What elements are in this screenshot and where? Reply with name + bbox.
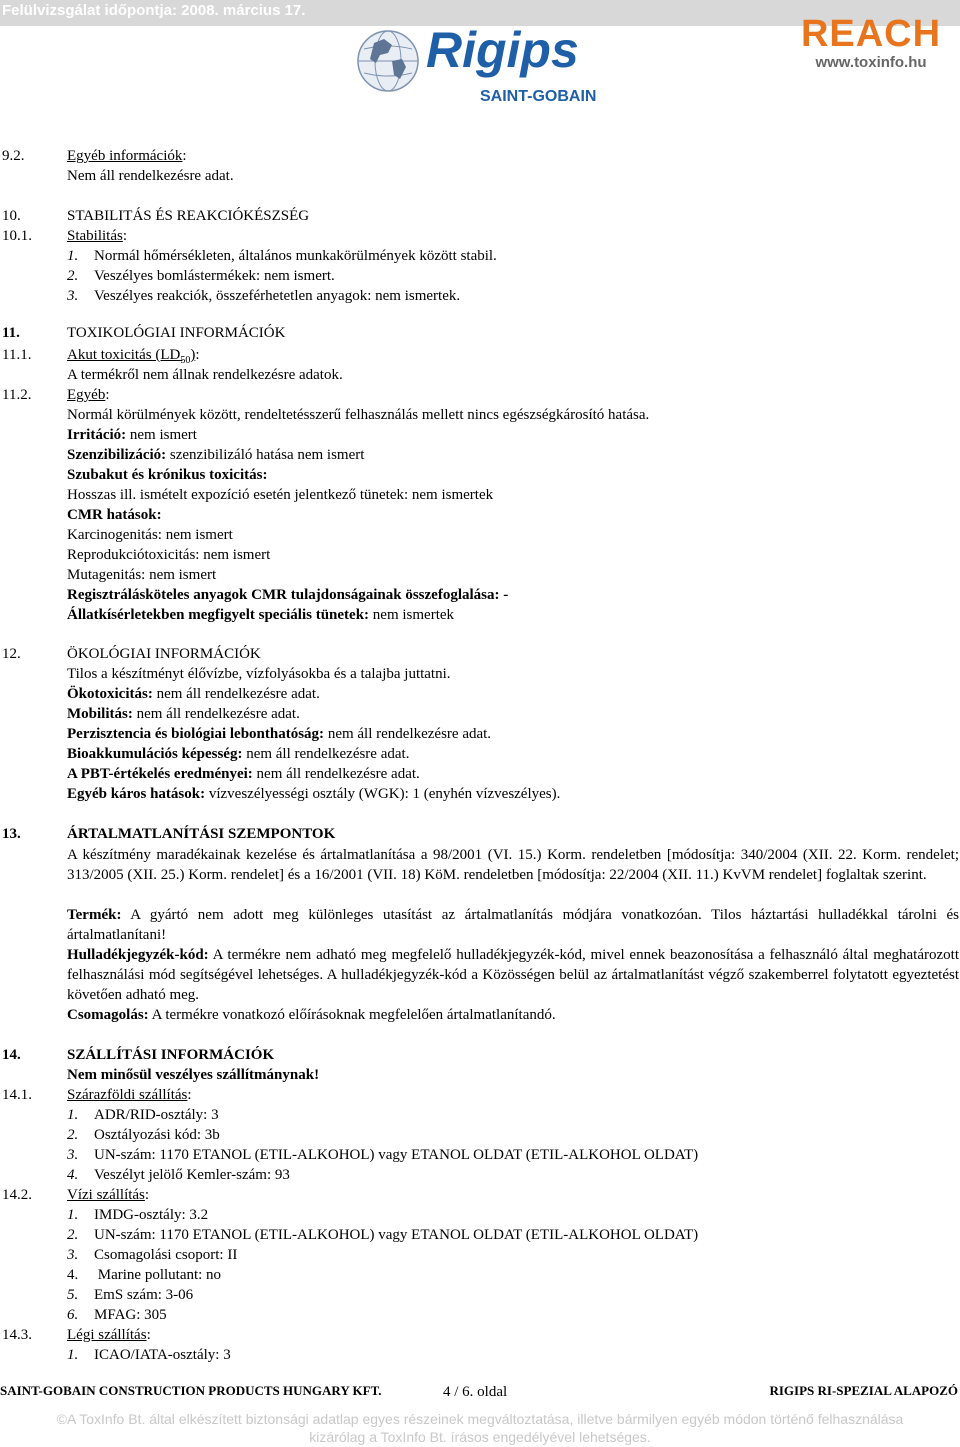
s11-1-colon: : xyxy=(195,347,200,363)
s13-waste-code-text: A termékre nem adható meg megfelelő hulladékjegyzék-kód, mivel ennek beazonosítása a felhasználó által meghatározott felhasználási mód segítségével lehetséges. A hulladékjegyzék-kód a Közösségen belül az ártalmatlanítást végző szakemberrel folytatott egyeztetést követően adható meg. xyxy=(67,947,959,1003)
list-text: Normál hőmérsékleten, általános munkakörülmények között stabil. xyxy=(94,248,497,264)
animal-tests-value: nem ismertek xyxy=(369,607,455,623)
list-text: Veszélyt jelölő Kemler-szám: 93 xyxy=(94,1167,290,1183)
eco-value: nem áll rendelkezésre adat. xyxy=(152,686,320,702)
s12-title: ÖKOLÓGIAI INFORMÁCIÓK xyxy=(67,646,261,662)
list-text: EmS szám: 3-06 xyxy=(94,1287,194,1303)
revision-date: Felülvizsgálat időpontja: 2008. március 17. xyxy=(2,2,306,19)
s13-packaging xyxy=(67,1005,556,1025)
footer-page-number: 4 / 6. oldal xyxy=(443,1384,508,1400)
animal-tests-label: Állatkísérletekben megfigyelt speciális tünetek: xyxy=(67,607,370,623)
s14-2-number: 14.2. xyxy=(2,1187,32,1203)
list-item xyxy=(67,266,335,286)
s14-3-colon: : xyxy=(146,1327,151,1343)
s14-1-colon: : xyxy=(187,1087,192,1103)
irritation-label: Irritáció: xyxy=(67,427,127,443)
rigips-logo xyxy=(354,15,622,110)
s9-colon: : xyxy=(182,148,187,164)
list-item xyxy=(67,1285,193,1305)
list-item xyxy=(67,1225,698,1245)
eco-row xyxy=(67,764,420,784)
list-text: ADR/RID-osztály: 3 xyxy=(94,1107,219,1123)
list-text: UN-szám: 1170 ETANOL (ETIL-ALKOHOL) vagy ETANOL OLDAT (ETIL-ALKOHOL OLDAT) xyxy=(94,1227,699,1243)
list-text: Veszélyes bomlástermékek: nem ismert. xyxy=(94,268,335,284)
sensitization-row xyxy=(67,445,364,465)
copyright-line-2: kizárólag a ToxInfo Bt. írásos engedélyével lehetséges. xyxy=(309,1429,651,1445)
list-marker: 2. xyxy=(67,1227,79,1243)
s14-2-heading xyxy=(67,1185,149,1205)
s14-1-heading xyxy=(67,1085,192,1105)
s14-3-number: 14.3. xyxy=(2,1327,32,1343)
reach-url: www.toxinfo.hu xyxy=(815,54,927,71)
eco-label: A PBT-értékelés eredményei: xyxy=(67,766,253,782)
list-item xyxy=(67,1265,221,1285)
eco-row xyxy=(67,784,560,804)
s11-2-text: Normál körülmények között, rendeltetésszerű felhasználás mellett nincs egészségkárosító hatása. xyxy=(67,407,650,423)
s11-1-label-close: ) xyxy=(190,347,196,363)
list-item xyxy=(67,246,497,266)
s11-2-heading xyxy=(67,385,110,405)
s10-1-heading xyxy=(67,226,127,246)
list-marker: 3. xyxy=(67,288,79,304)
eco-label: Ökotoxicitás: xyxy=(67,686,153,702)
list-marker: 6. xyxy=(67,1307,79,1323)
s10-1-number: 10.1. xyxy=(2,228,32,244)
s14-number: 14. xyxy=(2,1047,21,1063)
s13-regulation: A készítmény maradékainak kezelése és ártalmatlanítása a 98/2001 (VI. 15.) Korm. rendeletben [módosítja: 340/2004 (XII. 22. Korm. rendelet; 313/2005 (XII. 25.) Korm. rendelet] és a 16/2001 (VII. 18) KöM. rendeletben [módosítja: 22/2004 (XII. 11.) KvVM rendelet] foglaltak szerint. xyxy=(67,847,959,883)
s14-1-label: Szárazföldi szállítás xyxy=(67,1087,188,1103)
sensitization-value: szenzibilizáló hatása nem ismert xyxy=(166,447,365,463)
s14-title: SZÁLLÍTÁSI INFORMÁCIÓK xyxy=(67,1047,275,1063)
list-marker: 1. xyxy=(67,1107,79,1123)
list-item xyxy=(67,1345,231,1365)
globe-icon xyxy=(358,31,418,91)
list-item xyxy=(67,1125,220,1145)
list-marker: 2. xyxy=(67,1127,79,1143)
s14-3-label: Légi szállítás xyxy=(67,1327,147,1343)
list-item xyxy=(67,1105,219,1125)
list-item xyxy=(67,286,460,306)
list-marker: 1. xyxy=(67,1207,79,1223)
eco-value: nem áll rendelkezésre adat. xyxy=(324,726,492,742)
eco-row xyxy=(67,744,409,764)
list-item xyxy=(67,1245,237,1265)
list-text: Csomagolási csoport: II xyxy=(94,1247,238,1263)
footer-product: RIGIPS RI-SPEZIAL ALAPOZÓ xyxy=(769,1383,958,1398)
s14-2-label: Vízi szállítás xyxy=(67,1187,145,1203)
s9-text: Nem áll rendelkezésre adat. xyxy=(67,168,234,184)
s13-packaging-text: A termékre vonatkozó előírásoknak megfelelően ártalmatlanítandó. xyxy=(148,1007,556,1023)
s11-1-number: 11.1. xyxy=(2,347,32,363)
list-marker: 3. xyxy=(67,1247,79,1263)
list-item xyxy=(67,1305,167,1325)
rigips-subtitle: SAINT-GOBAIN xyxy=(480,88,597,105)
list-marker: 4. xyxy=(67,1167,79,1183)
s13-waste-code xyxy=(67,945,959,1005)
s12-prohibition: Tilos a készítményt élővízbe, vízfolyásokba és a talajba juttatni. xyxy=(67,666,451,682)
s13-product xyxy=(67,905,959,945)
cmr-summary: Regisztrálásköteles anyagok CMR tulajdonságainak összefoglalása: - xyxy=(67,587,509,603)
prolonged-exposure: Hosszas ill. ismételt expozíció esetén jelentkező tünetek: nem ismertek xyxy=(67,487,494,503)
footer-company: SAINT-GOBAIN CONSTRUCTION PRODUCTS HUNGARY KFT. xyxy=(0,1383,382,1398)
s11-1-label-text: Akut toxicitás (LD xyxy=(67,347,181,363)
subacute-heading: Szubakut és krónikus toxicitás: xyxy=(67,467,268,483)
list-marker: 2. xyxy=(67,268,79,284)
eco-value: nem áll rendelkezésre adat. xyxy=(132,706,300,722)
list-text: Veszélyes reakciók, összeférhetetlen anyagok: nem ismertek. xyxy=(94,288,461,304)
s11-number: 11. xyxy=(2,325,20,341)
s11-1-label xyxy=(67,347,196,366)
s13-number: 13. xyxy=(2,826,21,842)
irritation-row xyxy=(67,425,197,445)
list-text: Marine pollutant: no xyxy=(94,1267,222,1283)
reach-wordmark: REACH xyxy=(800,13,942,55)
list-marker: 5. xyxy=(67,1287,79,1303)
list-marker: 1. xyxy=(67,248,79,264)
s13-packaging-label: Csomagolás: xyxy=(67,1007,149,1023)
s11-2-label: Egyéb xyxy=(67,387,106,403)
cmr-heading: CMR hatások: xyxy=(67,507,162,523)
s14-2-colon: : xyxy=(144,1187,150,1203)
eco-row xyxy=(67,684,320,704)
animal-tests-row xyxy=(67,605,454,625)
s13-waste-code-label: Hulladékjegyzék-kód: xyxy=(67,947,209,963)
list-text: MFAG: 305 xyxy=(94,1307,167,1323)
s13-product-text: A gyártó nem adott meg különleges utasítást az ártalmatlanítás módjára vonatkozóan. Tilos háztartási hulladékkal tárolni és ártalmatlanítani! xyxy=(67,907,959,943)
eco-value: nem áll rendelkezésre adat. xyxy=(242,746,410,762)
copyright-line-1: ©A ToxInfo Bt. által elkészített biztonsági adatlap egyes részeinek megváltoztatása, illetve bármilyen egyéb módon történő felhasználása xyxy=(56,1411,904,1427)
eco-value: nem áll rendelkezésre adat. xyxy=(252,766,420,782)
eco-value: vízveszélyességi osztály (WGK): 1 (enyhén vízveszélyes). xyxy=(205,786,561,802)
carcinogenicity: Karcinogenitás: nem ismert xyxy=(67,527,233,543)
s14-warning: Nem minősül veszélyes szállítmánynak! xyxy=(67,1067,320,1083)
mutagenicity: Mutagenitás: nem ismert xyxy=(67,567,217,583)
rigips-brand: Rigips xyxy=(426,22,579,78)
s10-title: STABILITÁS ÉS REAKCIÓKÉSZSÉG xyxy=(67,208,310,224)
list-marker: 1. xyxy=(67,1347,79,1363)
list-text: ICAO/IATA-osztály: 3 xyxy=(94,1347,231,1363)
eco-label: Mobilitás: xyxy=(67,706,133,722)
s12-number: 12. xyxy=(2,646,21,662)
s10-number: 10. xyxy=(2,208,21,224)
sensitization-label: Szenzibilizáció: xyxy=(67,447,167,463)
s11-2-number: 11.2. xyxy=(2,387,32,403)
eco-row xyxy=(67,724,491,744)
reproductive-toxicity: Reprodukciótoxicitás: nem ismert xyxy=(67,547,271,563)
list-text: Osztályozási kód: 3b xyxy=(94,1127,220,1143)
s10-1-colon: : xyxy=(122,228,128,244)
s10-1-label: Stabilitás xyxy=(67,228,123,244)
reach-logo xyxy=(786,14,956,70)
list-text: UN-szám: 1170 ETANOL (ETIL-ALKOHOL) vagy ETANOL OLDAT (ETIL-ALKOHOL OLDAT) xyxy=(94,1147,699,1163)
list-text: IMDG-osztály: 3.2 xyxy=(94,1207,209,1223)
s14-3-heading xyxy=(67,1325,151,1345)
s11-title: TOXIKOLÓGIAI INFORMÁCIÓK xyxy=(67,325,286,341)
s13-product-label: Termék: xyxy=(67,907,122,923)
list-marker: 4. xyxy=(67,1267,79,1283)
s11-2-colon: : xyxy=(105,387,110,403)
s9-number: 9.2. xyxy=(2,148,25,164)
eco-row xyxy=(67,704,300,724)
list-item xyxy=(67,1165,290,1185)
eco-label: Egyéb káros hatások: xyxy=(67,786,206,802)
eco-label: Perzisztencia és biológiai lebonthatóság: xyxy=(67,726,325,742)
s9-label: Egyéb információk xyxy=(67,148,183,164)
s11-1-text: A termékről nem állnak rendelkezésre adatok. xyxy=(67,367,343,383)
s9-heading xyxy=(67,146,187,166)
s11-1-label-subscript: 50 xyxy=(180,355,191,366)
eco-label: Bioakkumulációs képesség: xyxy=(67,746,243,762)
list-item xyxy=(67,1145,698,1165)
s14-1-number: 14.1. xyxy=(2,1087,32,1103)
list-marker: 3. xyxy=(67,1147,79,1163)
s13-title: ÁRTALMATLANÍTÁSI SZEMPONTOK xyxy=(67,826,336,842)
irritation-value: nem ismert xyxy=(126,427,197,443)
list-item xyxy=(67,1205,208,1225)
